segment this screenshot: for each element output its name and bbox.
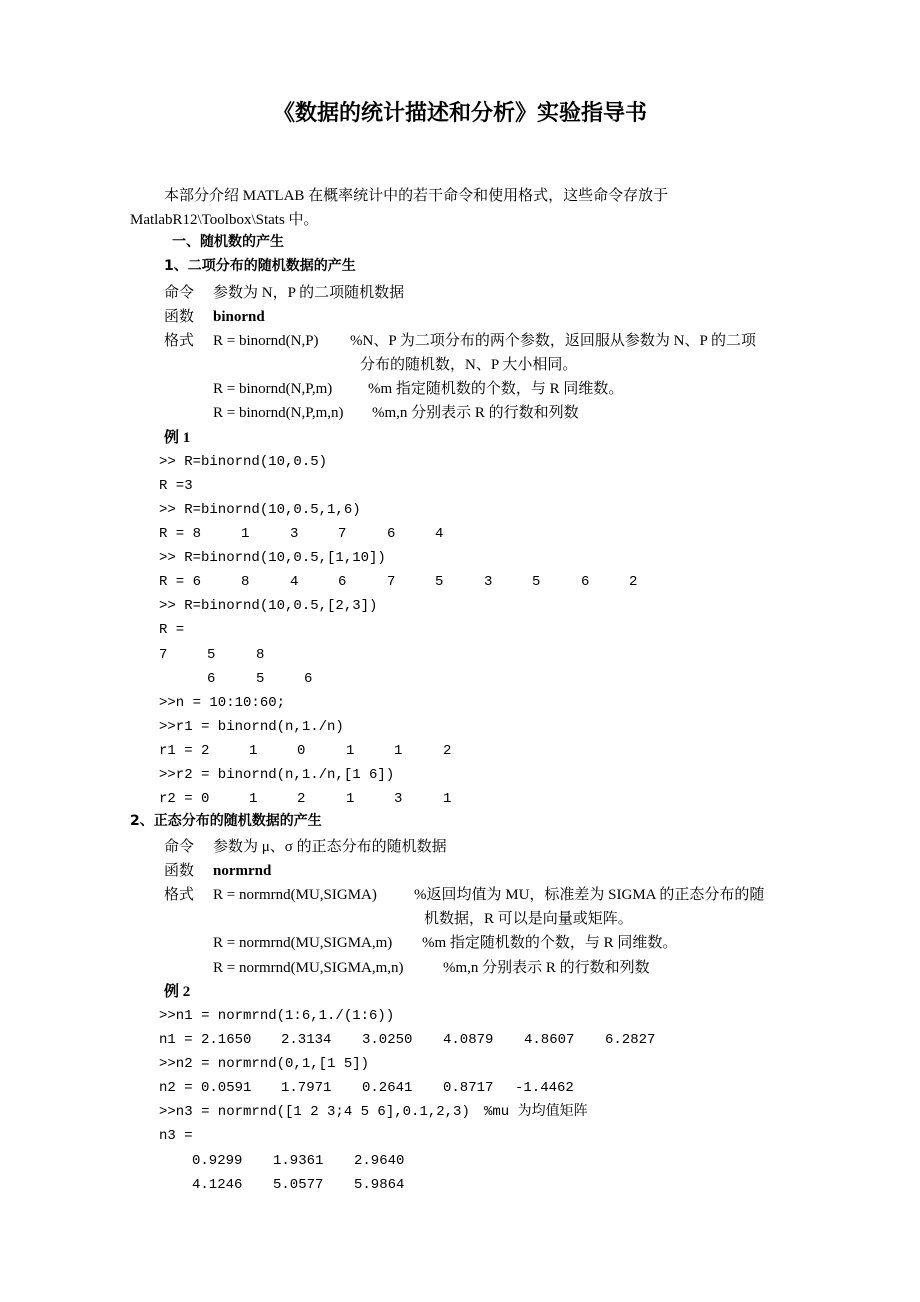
example-2-label: 例 2 xyxy=(164,984,191,1000)
normal-fmt1-comment-a: %返回均值为 MU，标准差为 SIGMA 的正态分布的随 xyxy=(414,887,765,903)
code-value: 6 xyxy=(581,574,590,590)
code-value: 1 xyxy=(249,743,258,759)
code-value: 5.0577 xyxy=(273,1177,324,1193)
normal-fmt1-code: R = normrnd(MU,SIGMA) xyxy=(213,887,377,903)
code-output: R = xyxy=(159,622,185,638)
code-output: n3 = xyxy=(159,1128,193,1144)
code-line: >> R=binornd(10,0.5,[1,10]) xyxy=(159,550,386,566)
normal-fmt3-comment: %m,n 分别表示 R 的行数和列数 xyxy=(443,960,650,976)
normal-fmt3-code: R = normrnd(MU,SIGMA,m,n) xyxy=(213,960,404,976)
code-output: R =3 xyxy=(159,478,193,494)
binomial-cmd-text: 参数为 N，P 的二项随机数据 xyxy=(213,285,405,301)
code-value: 3 xyxy=(394,791,403,807)
binomial-fmt3-code: R = binornd(N,P,m,n) xyxy=(213,405,344,421)
code-output: r2 = 0 xyxy=(159,791,210,807)
code-line: >> R=binornd(10,0.5,1,6) xyxy=(159,502,361,518)
code-value: 3 xyxy=(484,574,493,590)
code-value: 4.8607 xyxy=(524,1032,575,1048)
binomial-fmt1-code: R = binornd(N,P) xyxy=(213,333,319,349)
normal-fmt2-code: R = normrnd(MU,SIGMA,m) xyxy=(213,935,393,951)
binomial-func-name: binornd xyxy=(213,309,265,325)
normal-heading: 2、正态分布的随机数据的产生 xyxy=(130,813,322,829)
code-value: 2 xyxy=(629,574,638,590)
code-value: 4 xyxy=(435,526,444,542)
normal-cmd-text: 参数为 μ、σ 的正态分布的随机数据 xyxy=(213,839,447,855)
code-value: 0 xyxy=(297,743,306,759)
code-line: >>n1 = normrnd(1:6,1./(1:6)) xyxy=(159,1008,395,1024)
example-1-label: 例 1 xyxy=(164,430,191,446)
code-value: 4.1246 xyxy=(192,1177,243,1193)
code-value: 1 xyxy=(241,526,250,542)
code-value: 1 xyxy=(443,791,452,807)
binomial-func-label: 函数 xyxy=(164,309,195,325)
binomial-fmt1-comment-b: 分布的随机数，N、P 大小相同。 xyxy=(360,357,578,373)
code-value: 4.0879 xyxy=(443,1032,494,1048)
code-value: 1 xyxy=(249,791,258,807)
code-output: R = 6 xyxy=(159,574,202,590)
code-value: 7 xyxy=(159,647,168,663)
code-output: r1 = 2 xyxy=(159,743,210,759)
code-value: 5 xyxy=(532,574,541,590)
binomial-fmt-label: 格式 xyxy=(164,333,195,349)
code-value: 3.0250 xyxy=(362,1032,413,1048)
code-line: >>r2 = binornd(n,1./n,[1 6]) xyxy=(159,767,395,783)
code-line: >>n2 = normrnd(0,1,[1 5]) xyxy=(159,1056,370,1072)
code-line: >>n = 10:10:60; xyxy=(159,695,286,711)
code-value: 5 xyxy=(207,647,216,663)
normal-fmt-label: 格式 xyxy=(164,887,195,903)
code-output: n2 = 0.0591 xyxy=(159,1080,252,1096)
normal-fmt2-comment: %m 指定随机数的个数，与 R 同维数。 xyxy=(422,935,678,951)
code-value: 5.9864 xyxy=(354,1177,405,1193)
code-line: >>r1 = binornd(n,1./n) xyxy=(159,719,344,735)
binomial-fmt2-comment: %m 指定随机数的个数，与 R 同维数。 xyxy=(368,381,624,397)
code-value: 6.2827 xyxy=(605,1032,656,1048)
page-title: 《数据的统计描述和分析》实验指导书 xyxy=(272,101,647,126)
code-value: 0.9299 xyxy=(192,1153,243,1169)
binomial-cmd-label: 命令 xyxy=(164,285,195,301)
code-line: >>n3 = normrnd([1 2 3;4 5 6],0.1,2,3) xyxy=(159,1104,470,1120)
code-value: 2.9640 xyxy=(354,1153,405,1169)
code-value: 2 xyxy=(443,743,452,759)
code-comment: %mu 为均值矩阵 xyxy=(484,1104,588,1120)
code-value: -1.4462 xyxy=(515,1080,574,1096)
code-value: 5 xyxy=(256,671,265,687)
code-value: 1.9361 xyxy=(273,1153,324,1169)
normal-func-label: 函数 xyxy=(164,863,195,879)
code-value: 6 xyxy=(207,671,216,687)
code-value: 4 xyxy=(290,574,299,590)
normal-cmd-label: 命令 xyxy=(164,839,195,855)
code-output: n1 = 2.1650 xyxy=(159,1032,252,1048)
code-value: 5 xyxy=(435,574,444,590)
code-line: >> R=binornd(10,0.5) xyxy=(159,454,328,470)
normal-fmt1-comment-b: 机数据，R 可以是向量或矩阵。 xyxy=(424,911,633,927)
intro-line-2: MatlabR12\Toolbox\Stats 中。 xyxy=(130,212,319,228)
binomial-fmt2-code: R = binornd(N,P,m) xyxy=(213,381,333,397)
code-value: 3 xyxy=(290,526,299,542)
code-value: 6 xyxy=(338,574,347,590)
code-value: 8 xyxy=(256,647,265,663)
code-value: 1 xyxy=(346,791,355,807)
code-value: 8 xyxy=(241,574,250,590)
code-value: 1.7971 xyxy=(281,1080,332,1096)
binomial-heading: 1、二项分布的随机数据的产生 xyxy=(164,258,356,274)
normal-func-name: normrnd xyxy=(213,863,272,879)
code-value: 7 xyxy=(387,574,396,590)
code-output: R = 8 xyxy=(159,526,202,542)
code-value: 2.3134 xyxy=(281,1032,332,1048)
code-value: 2 xyxy=(297,791,306,807)
code-value: 6 xyxy=(387,526,396,542)
code-value: 7 xyxy=(338,526,347,542)
binomial-fmt1-comment-a: %N、P 为二项分布的两个参数，返回服从参数为 N、P 的二项 xyxy=(350,333,756,349)
intro-line-1: 本部分介绍 MATLAB 在概率统计中的若干命令和使用格式，这些命令存放于 xyxy=(164,188,669,204)
binomial-fmt3-comment: %m,n 分别表示 R 的行数和列数 xyxy=(372,405,579,421)
code-value: 0.2641 xyxy=(362,1080,413,1096)
code-value: 1 xyxy=(346,743,355,759)
code-value: 0.8717 xyxy=(443,1080,494,1096)
code-value: 6 xyxy=(304,671,313,687)
code-value: 1 xyxy=(394,743,403,759)
section-heading-random: 一、随机数的产生 xyxy=(172,234,284,250)
code-line: >> R=binornd(10,0.5,[2,3]) xyxy=(159,598,378,614)
